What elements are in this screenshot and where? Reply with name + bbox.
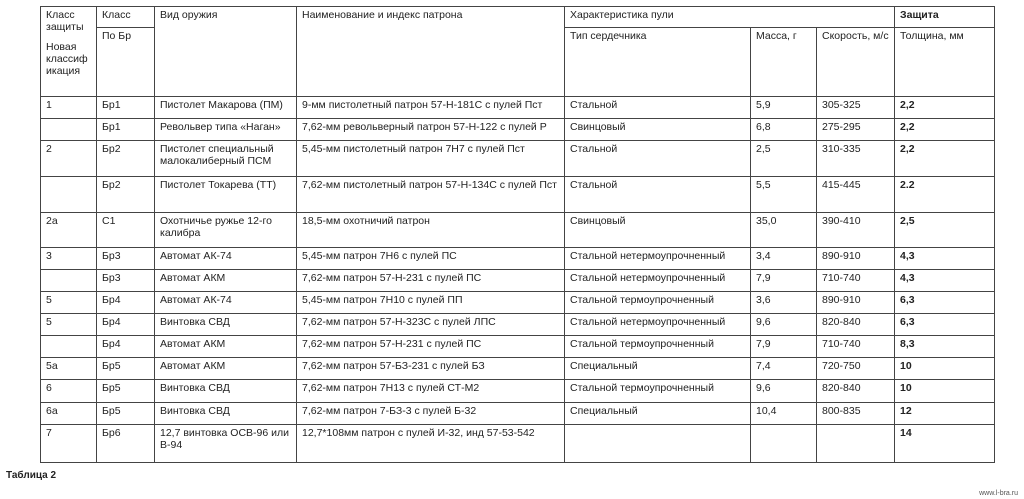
table-row	[41, 402, 995, 424]
cell-thickness: 8,3	[895, 336, 995, 358]
cell-thickness: 2,2	[895, 96, 995, 118]
table-row	[41, 380, 995, 402]
cell-cartridge: 5,45-мм патрон 7Н10 с пулей ПП	[297, 291, 565, 313]
cell-mass: 3,6	[751, 291, 817, 313]
cell-weapon: Автомат АКМ	[155, 336, 297, 358]
cell-cartridge: 7,62-мм патрон 7-БЗ-3 с пулей Б-32	[297, 402, 565, 424]
cell-br: Бр1	[97, 118, 155, 140]
cell-class: 5	[41, 313, 97, 335]
cell-thickness: 6,3	[895, 291, 995, 313]
cell-br: Бр3	[97, 269, 155, 291]
cell-class	[41, 177, 97, 213]
cell-class	[41, 336, 97, 358]
table-row	[41, 269, 995, 291]
cell-mass: 7,9	[751, 336, 817, 358]
cell-core: Специальный	[565, 358, 751, 380]
cell-cartridge: 7,62-мм патрон 7Н13 с пулей СТ-М2	[297, 380, 565, 402]
table-row	[41, 336, 995, 358]
cell-speed: 890-910	[817, 291, 895, 313]
cell-core: Стальной термоупрочненный	[565, 336, 751, 358]
cell-core: Специальный	[565, 402, 751, 424]
table-row	[41, 358, 995, 380]
cell-core: Стальной нетермоупрочненный	[565, 269, 751, 291]
cell-br: Бр4	[97, 313, 155, 335]
table-row	[41, 118, 995, 140]
header-class-protection-label: Класс защиты	[46, 9, 84, 34]
cell-speed: 820-840	[817, 380, 895, 402]
cell-br: Бр5	[97, 402, 155, 424]
cell-weapon: Пистолет специальный малокалиберный ПСМ	[155, 140, 297, 176]
cell-thickness: 14	[895, 424, 995, 462]
cell-thickness: 4,3	[895, 269, 995, 291]
cell-core: Стальной нетермоупрочненный	[565, 247, 751, 269]
cell-weapon: Автомат АК-74	[155, 291, 297, 313]
cell-class: 7	[41, 424, 97, 462]
cell-cartridge: 5,45-мм патрон 7Н6 с пулей ПС	[297, 247, 565, 269]
cell-weapon: Револьвер типа «Наган»	[155, 118, 297, 140]
cell-cartridge: 7,62-мм патрон 57-Н-231 с пулей ПС	[297, 269, 565, 291]
cell-br: Бр4	[97, 291, 155, 313]
cell-mass: 7,9	[751, 269, 817, 291]
cell-cartridge: 7,62-мм патрон 57-БЗ-231 с пулей БЗ	[297, 358, 565, 380]
table-row	[41, 140, 995, 176]
cell-cartridge: 12,7*108мм патрон с пулей И-32, инд 57-53-542	[297, 424, 565, 462]
cell-speed: 305-325	[817, 96, 895, 118]
cell-weapon: Винтовка СВД	[155, 402, 297, 424]
cell-class: 2а	[41, 213, 97, 247]
cell-mass	[751, 424, 817, 462]
header-mass: Масса, г	[751, 28, 817, 96]
cell-mass: 9,6	[751, 313, 817, 335]
cell-thickness: 10	[895, 380, 995, 402]
cell-br: Бр1	[97, 96, 155, 118]
cell-class: 3	[41, 247, 97, 269]
cell-speed: 415-445	[817, 177, 895, 213]
cell-weapon: Автомат АК-74	[155, 247, 297, 269]
cell-br: Бр4	[97, 336, 155, 358]
cell-core	[565, 424, 751, 462]
cell-core: Стальной	[565, 140, 751, 176]
armor-protection-table	[40, 6, 995, 463]
cell-mass: 5,9	[751, 96, 817, 118]
cell-core: Свинцовый	[565, 213, 751, 247]
cell-cartridge: 7,62-мм патрон 57-Н-231 с пулей ПС	[297, 336, 565, 358]
cell-weapon: Пистолет Макарова (ПМ)	[155, 96, 297, 118]
cell-br: С1	[97, 213, 155, 247]
table-row	[41, 213, 995, 247]
cell-class: 5а	[41, 358, 97, 380]
cell-thickness: 2,5	[895, 213, 995, 247]
cell-class: 1	[41, 96, 97, 118]
header-weapon-type: Вид оружия	[155, 7, 297, 97]
cell-mass: 6,8	[751, 118, 817, 140]
table-row	[41, 177, 995, 213]
cell-cartridge: 7,62-мм револьверный патрон 57-Н-122 с пулей Р	[297, 118, 565, 140]
cell-weapon: Автомат АКМ	[155, 358, 297, 380]
header-class-protection	[41, 7, 97, 97]
header-row-1	[41, 7, 995, 28]
cell-weapon: Автомат АКМ	[155, 269, 297, 291]
cell-speed: 310-335	[817, 140, 895, 176]
header-bullet-char: Характеристика пули	[565, 7, 895, 28]
cell-core: Свинцовый	[565, 118, 751, 140]
cell-speed	[817, 424, 895, 462]
cell-mass: 3,4	[751, 247, 817, 269]
cell-weapon: 12,7 винтовка ОСВ-96 или В-94	[155, 424, 297, 462]
cell-weapon: Пистолет Токарева (ТТ)	[155, 177, 297, 213]
header-po-br: По Бр	[97, 28, 155, 96]
cell-speed: 820-840	[817, 313, 895, 335]
cell-br: Бр5	[97, 358, 155, 380]
cell-br: Бр3	[97, 247, 155, 269]
cell-mass: 2,5	[751, 140, 817, 176]
cell-cartridge: 5,45-мм пистолетный патрон 7Н7 с пулей Пст	[297, 140, 565, 176]
table-row	[41, 291, 995, 313]
cell-speed: 720-750	[817, 358, 895, 380]
header-cartridge-name: Наименование и индекс патрона	[297, 7, 565, 97]
cell-cartridge: 9-мм пистолетный патрон 57-Н-181С с пулей Пст	[297, 96, 565, 118]
cell-core: Стальной термоупрочненный	[565, 380, 751, 402]
cell-speed: 890-910	[817, 247, 895, 269]
header-protection: Защита	[895, 7, 995, 28]
header-class-short: Класс	[97, 7, 155, 28]
cell-thickness: 12	[895, 402, 995, 424]
cell-mass: 5,5	[751, 177, 817, 213]
cell-speed: 390-410	[817, 213, 895, 247]
cell-weapon: Охотничье ружье 12-го калибра	[155, 213, 297, 247]
header-core-type: Тип сердечника	[565, 28, 751, 96]
cell-class: 5	[41, 291, 97, 313]
cell-core: Стальной	[565, 177, 751, 213]
cell-br: Бр2	[97, 140, 155, 176]
cell-mass: 35,0	[751, 213, 817, 247]
cell-weapon: Винтовка СВД	[155, 313, 297, 335]
cell-speed: 275-295	[817, 118, 895, 140]
cell-mass: 10,4	[751, 402, 817, 424]
cell-speed: 800-835	[817, 402, 895, 424]
cell-core: Стальной нетермоупрочненный	[565, 313, 751, 335]
header-class-new-label: Новая классиф икация	[46, 41, 88, 78]
cell-class	[41, 269, 97, 291]
cell-thickness: 2,2	[895, 140, 995, 176]
table-row	[41, 96, 995, 118]
cell-cartridge: 7,62-мм патрон 57-Н-323С с пулей ЛПС	[297, 313, 565, 335]
cell-thickness: 10	[895, 358, 995, 380]
cell-class	[41, 118, 97, 140]
cell-speed: 710-740	[817, 269, 895, 291]
cell-class: 6а	[41, 402, 97, 424]
cell-class: 2	[41, 140, 97, 176]
header-speed: Скорость, м/с	[817, 28, 895, 96]
cell-thickness: 2,2	[895, 118, 995, 140]
cell-thickness: 6,3	[895, 313, 995, 335]
header-thickness: Толщина, мм	[895, 28, 995, 96]
cell-core: Стальной термоупрочненный	[565, 291, 751, 313]
cell-br: Бр2	[97, 177, 155, 213]
cell-mass: 7,4	[751, 358, 817, 380]
cell-cartridge: 18,5-мм охотничий патрон	[297, 213, 565, 247]
cell-thickness: 4,3	[895, 247, 995, 269]
table-caption: Таблица 2	[6, 470, 57, 481]
cell-class: 6	[41, 380, 97, 402]
cell-mass: 9,6	[751, 380, 817, 402]
cell-br: Бр6	[97, 424, 155, 462]
cell-core: Стальной	[565, 96, 751, 118]
table-row	[41, 247, 995, 269]
cell-thickness: 2.2	[895, 177, 995, 213]
cell-weapon: Винтовка СВД	[155, 380, 297, 402]
cell-speed: 710-740	[817, 336, 895, 358]
cell-cartridge: 7,62-мм пистолетный патрон 57-Н-134С с пулей Пст	[297, 177, 565, 213]
table-row	[41, 424, 995, 462]
cell-br: Бр5	[97, 380, 155, 402]
table-row	[41, 313, 995, 335]
watermark: www.l-bra.ru	[979, 490, 1018, 497]
